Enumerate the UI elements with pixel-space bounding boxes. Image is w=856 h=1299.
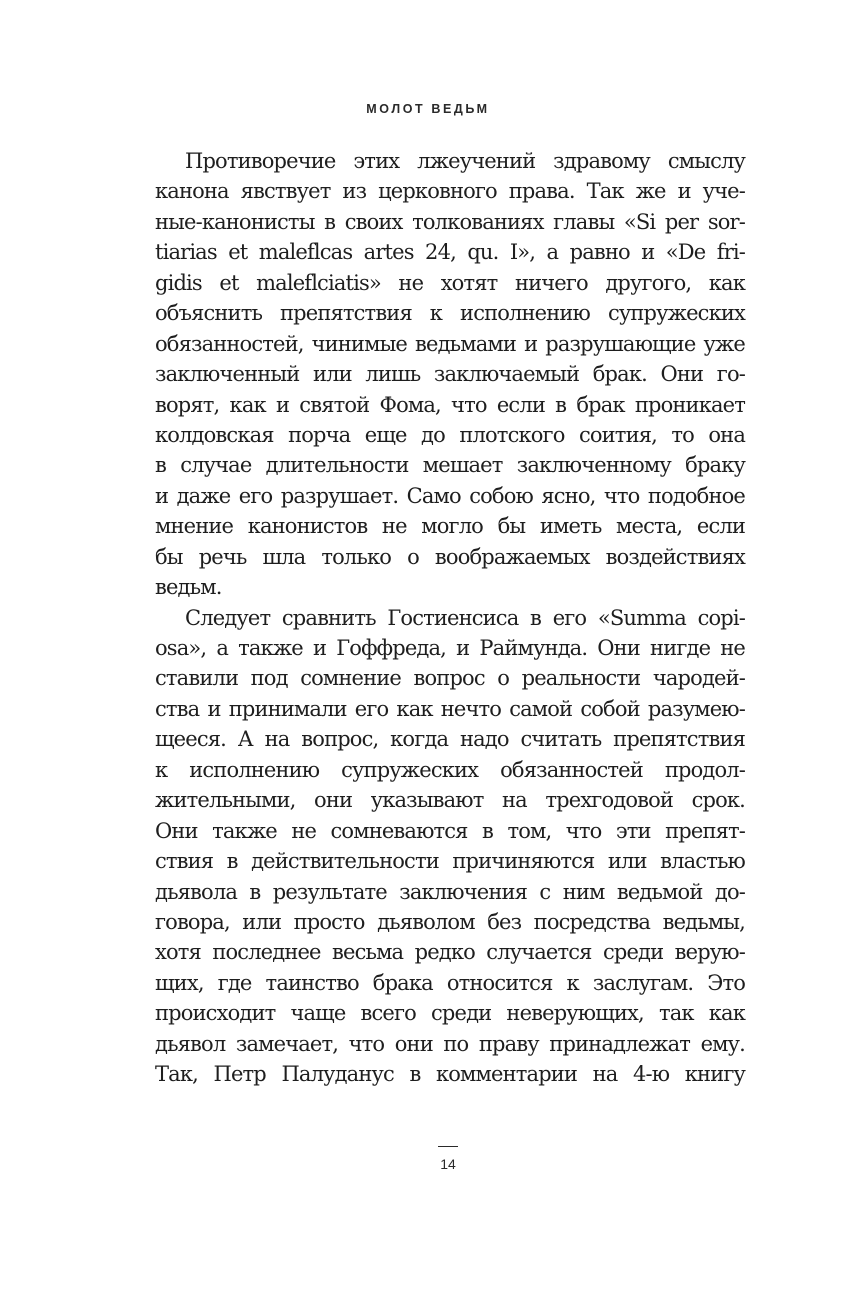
- running-head-title: МОЛОТ ВЕДЬМ: [366, 102, 490, 116]
- text-line: ворят, как и святой Фома, что если в брак проникает: [155, 392, 745, 417]
- text-line: ставили под сомнение вопрос о реальности чародей-: [155, 666, 745, 691]
- text-line: обязанностей, чинимые ведьмами и разрушающие уже: [155, 331, 745, 356]
- text-line: объяснить препятствия к исполнению супружеских: [155, 301, 745, 326]
- text-line: щих, где таинство брака относится к заслугам. Это: [155, 970, 745, 995]
- text-line: дьявол замечает, что они по праву принадлежат ему.: [155, 1031, 745, 1056]
- text-line: Так, Петр Палуданус в комментарии на 4-ю книгу: [155, 1062, 745, 1087]
- text-line: ствия в действительности причиняются или властью: [155, 849, 745, 874]
- text-line: происходит чаще всего среди неверующих, так как: [155, 1001, 745, 1026]
- page-number: 14: [440, 1156, 456, 1172]
- text-line: ведьм.: [155, 575, 222, 600]
- text-line: дьявола в результате заключения с ним ведьмой до-: [155, 879, 745, 904]
- text-line: к исполнению супружеских обязанностей продол-: [155, 757, 745, 782]
- text-line: Следует сравнить Гостиенсиса в его «Summa copi-: [185, 605, 745, 630]
- text-line: жительными, они указывают на трехгодовой срок.: [155, 788, 745, 813]
- text-line: бы речь шла только о воображаемых воздействиях: [155, 544, 745, 569]
- folio-rule: [438, 1146, 458, 1147]
- text-line: хотя последнее весьма редко случается среди верую-: [155, 940, 745, 965]
- text-line: ные-канонисты в своих толкованиях главы «Si per sor-: [155, 209, 745, 234]
- body-text: [155, 146, 745, 1090]
- text-line: заключенный или лишь заключаемый брак. Они го-: [155, 362, 745, 387]
- text-line: Они также не сомневаются в том, что эти препят-: [155, 818, 745, 843]
- text-line: ства и принимали его как нечто самой собой разумею-: [155, 696, 745, 721]
- text-line: колдовская порча еще до плотского соития, то она: [155, 422, 745, 447]
- text-line: говора, или просто дьяволом без посредства ведьмы,: [155, 909, 745, 934]
- text-line: в случае длительности мешает заключенному браку: [155, 453, 745, 478]
- text-line: канона явствует из церковного права. Так же и уче-: [155, 179, 745, 204]
- text-line: osa», а также и Гоффреда, и Раймунда. Они нигде не: [155, 636, 745, 660]
- text-line: мнение канонистов не могло бы иметь места, если: [155, 514, 745, 539]
- text-line: Противоречие этих лжеучений здравому смыслу: [185, 149, 745, 173]
- text-line: и даже его разрушает. Само собою ясно, что подобное: [155, 483, 745, 508]
- text-line: tiarias et maleflcas artes 24, qu. I», а равно и «De fri-: [155, 240, 745, 265]
- text-line: gidis et maleflciatis» не хотят ничего другого, как: [155, 270, 745, 295]
- text-line: щееся. А на вопрос, когда надо считать препятствия: [155, 727, 745, 752]
